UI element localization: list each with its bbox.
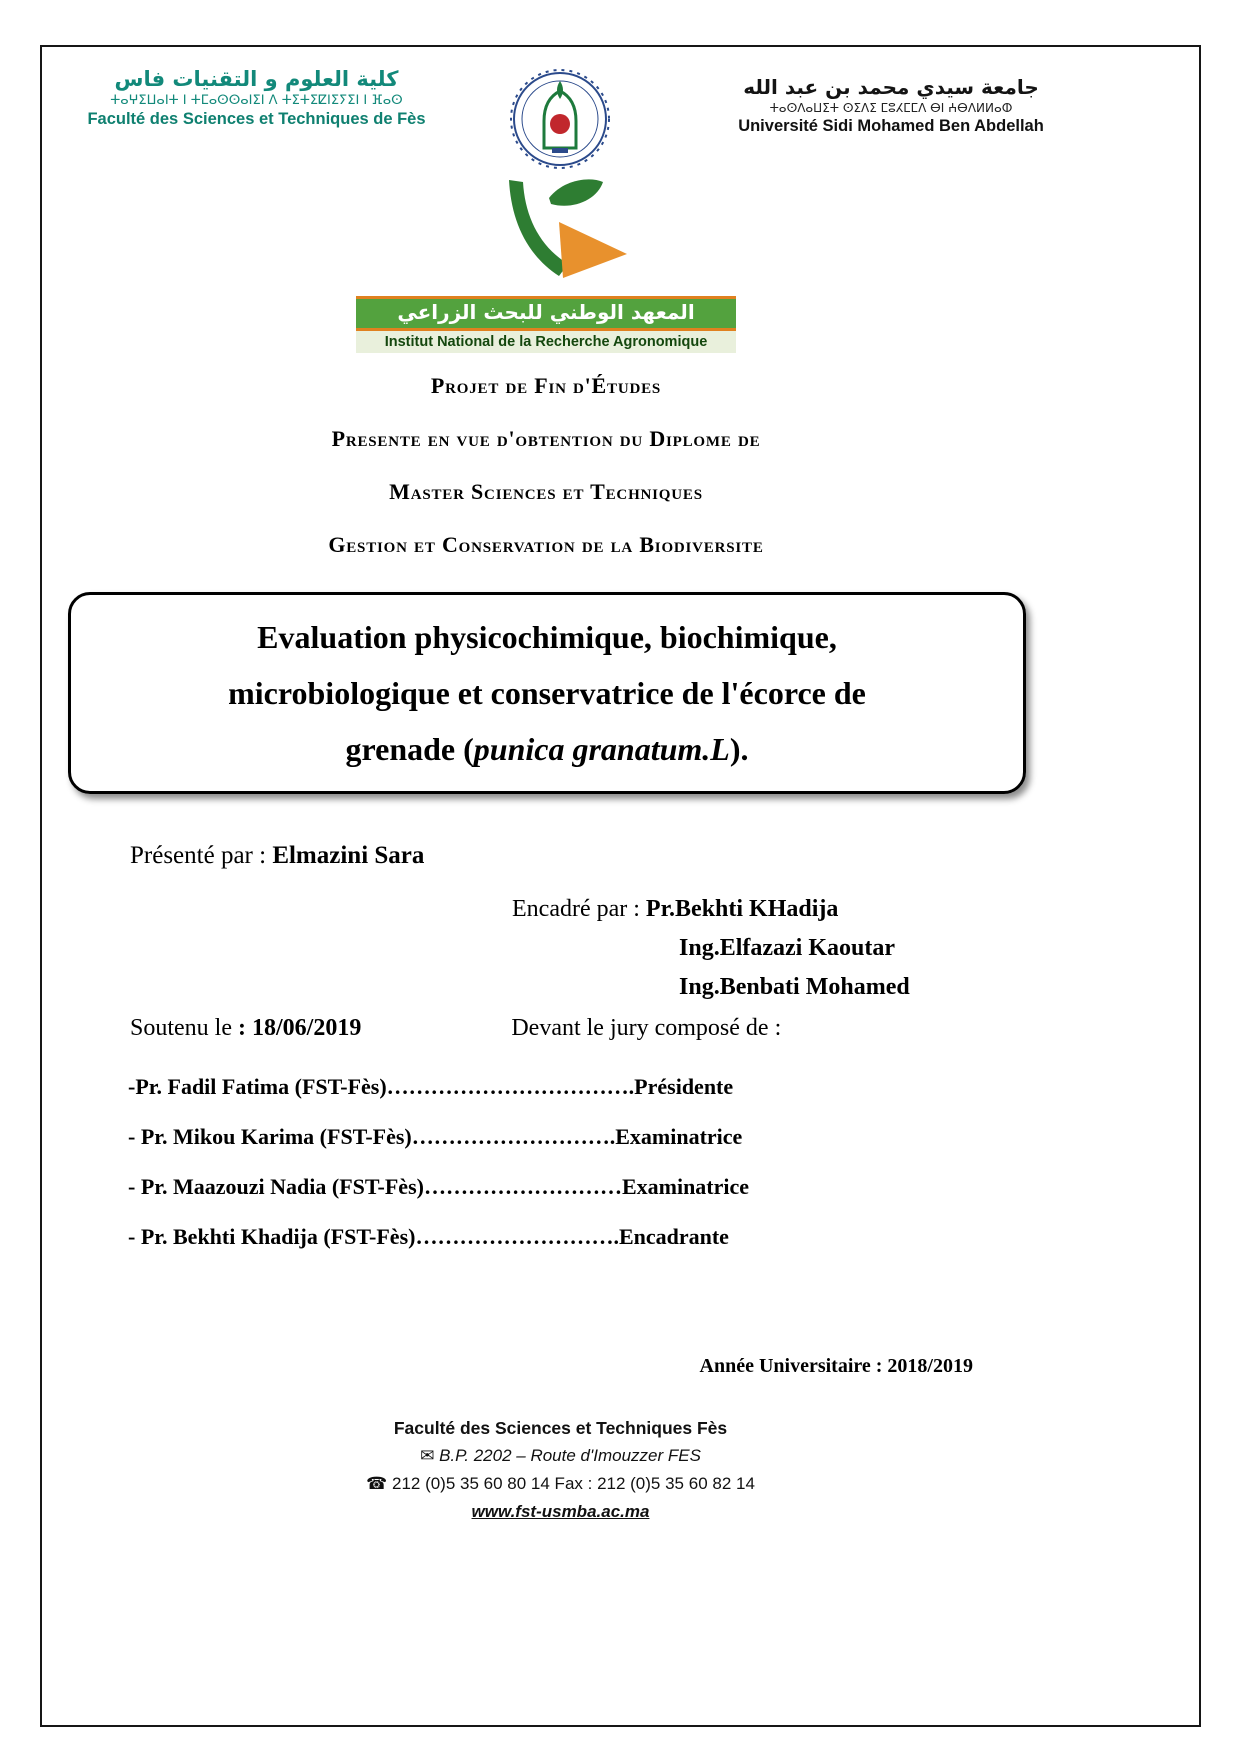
title-line3-pre: grenade ( [345,731,474,767]
jury-member-examinatrice-2: - Pr. Maazouzi Nadia (FST-Fès)………………………Examinatrice [128,1174,750,1199]
supervised-by-label: Encadré par : [512,896,646,922]
supervisor-line-3 [679,968,1199,1007]
fst-arabic-name: كلية العلوم و التقنيات فاس [114,67,399,91]
footer-address-line [42,1442,1079,1470]
thesis-title-line3 [97,721,997,777]
footer-phone-line [42,1470,1079,1498]
jury-list [128,1074,1199,1250]
supervisors-block [512,890,1199,1007]
footer-institution-name: Faculté des Sciences et Techniques Fès [393,1418,728,1438]
heading-presente-en-vue: Presente en vue d'obtention du Diplome de [331,426,761,451]
inra-plant-icon [431,176,661,296]
document-type-headings [68,373,1024,558]
supervisor-name-1: Pr.Bekhti KHadija [645,896,839,922]
jury-member-presidente: -Pr. Fadil Fatima (FST-Fès)…………………………….Présidente [128,1074,734,1099]
defense-row [42,1015,1199,1042]
footer-phone-text: 212 (0)5 35 60 80 14 Fax : 212 (0)5 35 60 82 14 [391,1474,755,1493]
academic-year-line: Année Universitaire : 2018/2019 [699,1355,973,1377]
university-seal-icon [510,67,610,174]
heading-master: Master Sciences et Techniques [389,479,703,504]
supervisor-line-1 [512,890,1199,929]
title-species-name: punica granatum.L [473,731,730,767]
envelope-icon: ✉ [420,1446,435,1466]
page-border-frame [40,45,1201,1727]
defense-date-label: Soutenu le [130,1015,238,1041]
supervisor-name-3: Ing.Benbati Mohamed [679,974,910,1000]
thesis-title-line1: Evaluation physicochimique, biochimique, [257,619,837,655]
inra-french-name: Institut National de la Recherche Agronomique [356,331,736,353]
footer-website: www.fst-usmba.ac.ma [471,1502,650,1521]
phone-icon: ☎ [366,1474,388,1494]
jury-member-encadrante: - Pr. Bekhti Khadija (FST-Fès)……………………….Encadrante [128,1224,729,1249]
thesis-title-line2: microbiologique et conservatrice de l'écorce de [228,675,866,711]
title-line3-post: ). [729,731,749,767]
defense-date-line [130,1015,361,1042]
fst-tifinagh-name: ⵜⴰⵖⵉⵡⴰⵏⵜ ⵏ ⵜⵎⴰⵙⵙⴰⵏⵉⵏ ⴷ ⵜⵉⵜⵉⵇⵏⵉⵢⵉⵏ ⵏ ⴼⴰⵙ [110,93,403,108]
footer-address-text: B.P. 2202 – Route d'Imouzzer FES [439,1446,701,1465]
contact-footer [42,1415,1199,1525]
supervisor-name-2: Ing.Elfazazi Kaoutar [679,935,895,961]
jury-intro-text: Devant le jury composé de : [511,1015,782,1041]
heading-projet-fin-etudes: Projet de Fin d'Études [430,373,662,398]
author-name: Elmazini Sara [272,842,425,869]
usmba-tifinagh-name: ⵜⴰⵙⴷⴰⵡⵉⵜ ⵙⵉⴷⵉ ⵎⵓⵃⵎⵎⴷ ⴱⵏ ⵄⴱⴷⵍⵍⴰⵀ [769,101,1013,115]
supervisor-line-2 [679,929,1199,968]
institution-header [42,47,1199,174]
jury-member-examinatrice-1: - Pr. Mikou Karima (FST-Fès)……………………….Examinatrice [128,1124,743,1149]
fst-logo-block [84,67,429,129]
presented-by-line [130,842,1199,870]
usmba-arabic-name: جامعة سيدي محمد بن عبد الله [743,75,1039,99]
thesis-title-box [68,592,1026,794]
defense-date-value: : 18/06/2019 [238,1015,362,1041]
presented-by-label: Présenté par : [130,842,273,869]
inra-logo-block [68,176,1024,353]
heading-gestion-biodiversite: Gestion et Conservation de la Biodiversite [328,532,764,557]
fst-french-name: Faculté des Sciences et Techniques de Fès [87,110,426,128]
usmba-french-name: Université Sidi Mohamed Ben Abdellah [738,117,1044,135]
usmba-logo-block [691,67,1091,136]
inra-arabic-banner: المعهد الوطني للبحث الزراعي [356,296,736,331]
